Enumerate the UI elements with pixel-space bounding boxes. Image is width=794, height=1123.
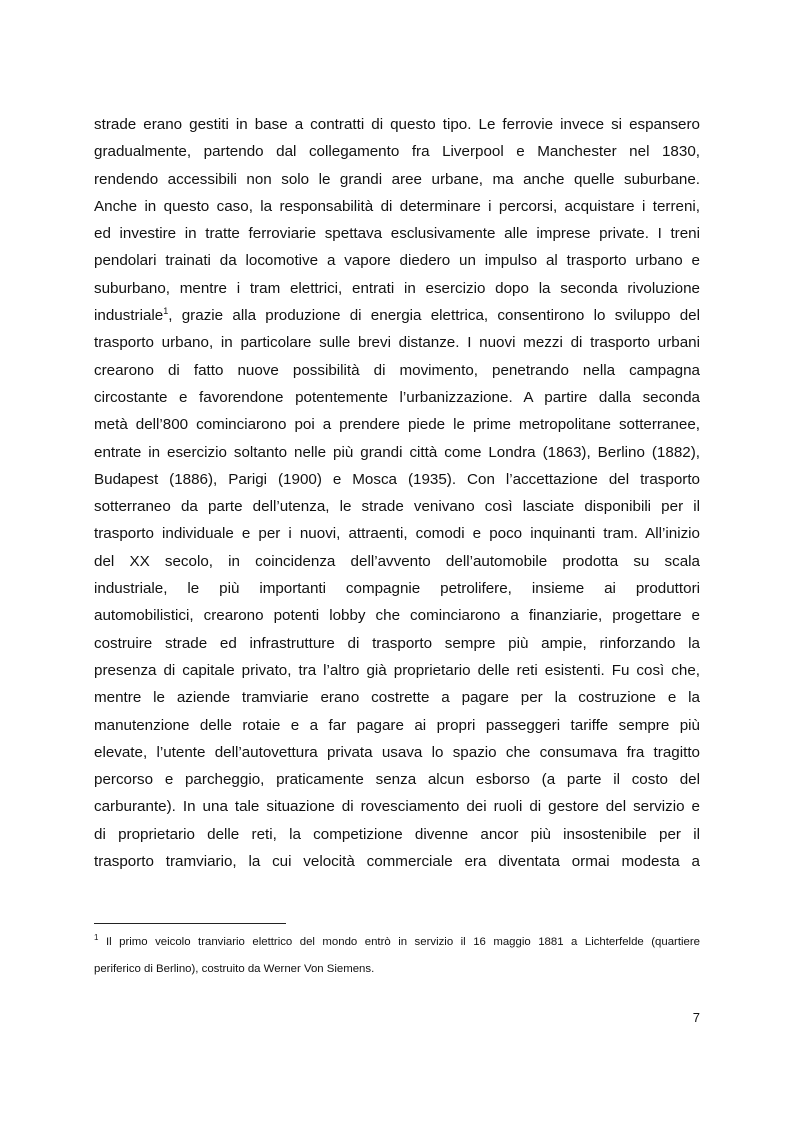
text-line: entrate in esercizio soltanto nelle più grandi città come Londra (1863), Berlino (1882), <box>94 443 700 461</box>
text-line: Anche in questo caso, la responsabilità di determinare i percorsi, acquistare i terreni, <box>94 197 700 215</box>
footnote-line <box>94 929 700 956</box>
text-line: suburbano, mentre i tram elettrici, entrati in esercizio dopo la seconda rivoluzione <box>94 279 700 297</box>
text-line: ed investire in tratte ferroviarie spettava esclusivamente alle imprese private. I treni <box>94 225 700 243</box>
footnote-separator <box>94 923 286 924</box>
footnote-marker: 1 <box>94 933 99 943</box>
footnote-reference[interactable]: 1 <box>163 306 169 317</box>
text-line: presenza di capitale privato, tra l’altro già proprietario delle reti esistenti. Fu così che, <box>94 661 700 679</box>
text-line <box>94 302 700 329</box>
text-line: sotterraneo da parte dell’utenza, le strade venivano così lasciate disponibili per il <box>94 498 700 516</box>
text-line: Budapest (1886), Parigi (1900) e Mosca (1935). Con l’accettazione del trasporto <box>94 470 700 488</box>
text-line-end: , grazie alla produzione di energia elettrica, consentirono lo sviluppo del <box>168 307 700 325</box>
text-line: trasporto tramviario, la cui velocità commerciale era diventata ormai modesta a <box>94 853 700 871</box>
text-line: di proprietario delle reti, la competizione divenne ancor più insostenibile per il <box>94 825 700 843</box>
footnote <box>94 929 700 983</box>
text-line: circostante e favorendone potentemente l’urbanizzazione. A partire dalla seconda <box>94 388 700 406</box>
text-line: percorso e parcheggio, praticamente senza alcun esborso (a parte il costo del <box>94 771 700 789</box>
text-line: costruire strade ed infrastrutture di trasporto sempre più ampie, rinforzando la <box>94 634 700 652</box>
text-line: crearono di fatto nuove possibilità di movimento, penetrando nella campagna <box>94 361 700 379</box>
text-line: pendolari trainati da locomotive a vapore diedero un impulso al trasporto urbano e <box>94 252 700 270</box>
text-line: del XX secolo, in coincidenza dell’avvento dell’automobile prodotta su scala <box>94 552 700 570</box>
text-line: elevate, l’utente dell’autovettura privata usava lo spazio che consumava fra tragitto <box>94 743 700 761</box>
text-line: gradualmente, partendo dal collegamento fra Liverpool e Manchester nel 1830, <box>94 143 700 161</box>
text-line-start: industriale <box>94 307 164 325</box>
text-line: mentre le aziende tramviarie erano costrette a pagare per la costruzione e la <box>94 689 700 707</box>
text-line: automobilistici, crearono potenti lobby che cominciarono a finanziarie, progettare e <box>94 607 700 625</box>
text-line: carburante). In una tale situazione di rovesciamento dei ruoli di gestore del servizio e <box>94 798 700 816</box>
text-line: metà dell’800 cominciarono poi a prendere piede le prime metropolitane sotterranee, <box>94 416 700 434</box>
footnote-text: Il primo veicolo tranviario elettrico del mondo entrò in servizio il 16 maggio 1881 a Lichterfelde (quartiere <box>98 936 700 948</box>
text-line: industriale, le più importanti compagnie petrolifere, insieme ai produttori <box>94 580 700 598</box>
text-line: strade erano gestiti in base a contratti di questo tipo. Le ferrovie invece si espansero <box>94 116 700 133</box>
footnote-line: periferico di Berlino), costruito da Werner Von Siemens. <box>94 963 375 975</box>
text-line: trasporto individuale e per i nuovi, attraenti, comodi e poco inquinanti tram. All’inizio <box>94 525 700 543</box>
text-line: manutenzione delle rotaie e a far pagare ai propri passeggeri tariffe sempre più <box>94 716 700 734</box>
text-line: rendendo accessibili non solo le grandi aree urbane, ma anche quelle suburbane. <box>94 170 700 188</box>
page-number: 7 <box>692 1010 700 1025</box>
text-line: trasporto urbano, in particolare sulle brevi distanze. I nuovi mezzi di trasporto urbani <box>94 334 700 352</box>
body-paragraph <box>94 111 700 875</box>
